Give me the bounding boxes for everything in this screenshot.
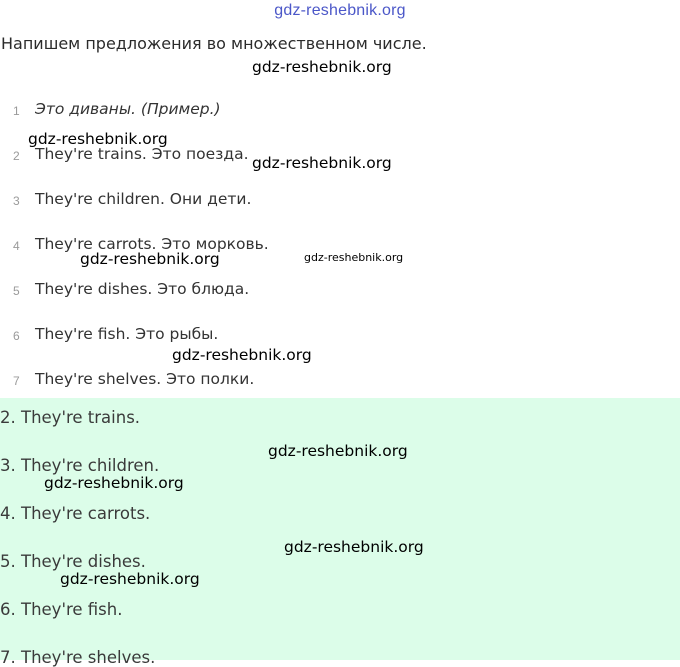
item-number: 2 — [13, 149, 20, 163]
item-number: 1 — [13, 104, 20, 118]
item-text: They're carrots. Это морковь. — [35, 235, 269, 253]
site-title[interactable]: gdz-reshebnik.org — [274, 2, 406, 19]
watermark: gdz-reshebnik.org — [304, 251, 404, 264]
watermark: gdz-reshebnik.org — [252, 58, 392, 76]
answer-line: 5. They're dishes. — [0, 552, 146, 571]
item-number: 6 — [13, 329, 20, 343]
answer-panel — [0, 398, 680, 667]
answer-line: 2. They're trains. — [0, 408, 141, 427]
watermark: gdz-reshebnik.org — [44, 474, 184, 492]
task-instruction: Напишем предложения во множественном числе. — [1, 34, 427, 53]
item-number: 3 — [13, 194, 20, 208]
watermark: gdz-reshebnik.org — [172, 346, 312, 364]
watermark: gdz-reshebnik.org — [252, 154, 392, 172]
item-text: They're dishes. Это блюда. — [35, 280, 250, 298]
answer-line: 3. They're children. — [0, 456, 160, 475]
item-text: They're trains. Это поезда. — [35, 145, 249, 163]
item-text: Это диваны. (Пример.) — [35, 100, 221, 118]
item-number: 7 — [13, 374, 20, 388]
item-text: They're children. Они дети. — [35, 190, 252, 208]
watermark: gdz-reshebnik.org — [28, 130, 168, 148]
watermark: gdz-reshebnik.org — [60, 570, 200, 588]
answer-line: 7. They're shelves. — [0, 648, 156, 667]
watermark: gdz-reshebnik.org — [284, 538, 424, 556]
item-number: 5 — [13, 284, 20, 298]
item-number: 4 — [13, 239, 20, 253]
watermark: gdz-reshebnik.org — [268, 442, 408, 460]
item-text: They're shelves. Это полки. — [35, 370, 255, 388]
answer-line: 4. They're carrots. — [0, 504, 151, 523]
watermark: gdz-reshebnik.org — [80, 250, 220, 268]
answer-line: 6. They're fish. — [0, 600, 123, 619]
item-text: They're fish. Это рыбы. — [35, 325, 219, 343]
